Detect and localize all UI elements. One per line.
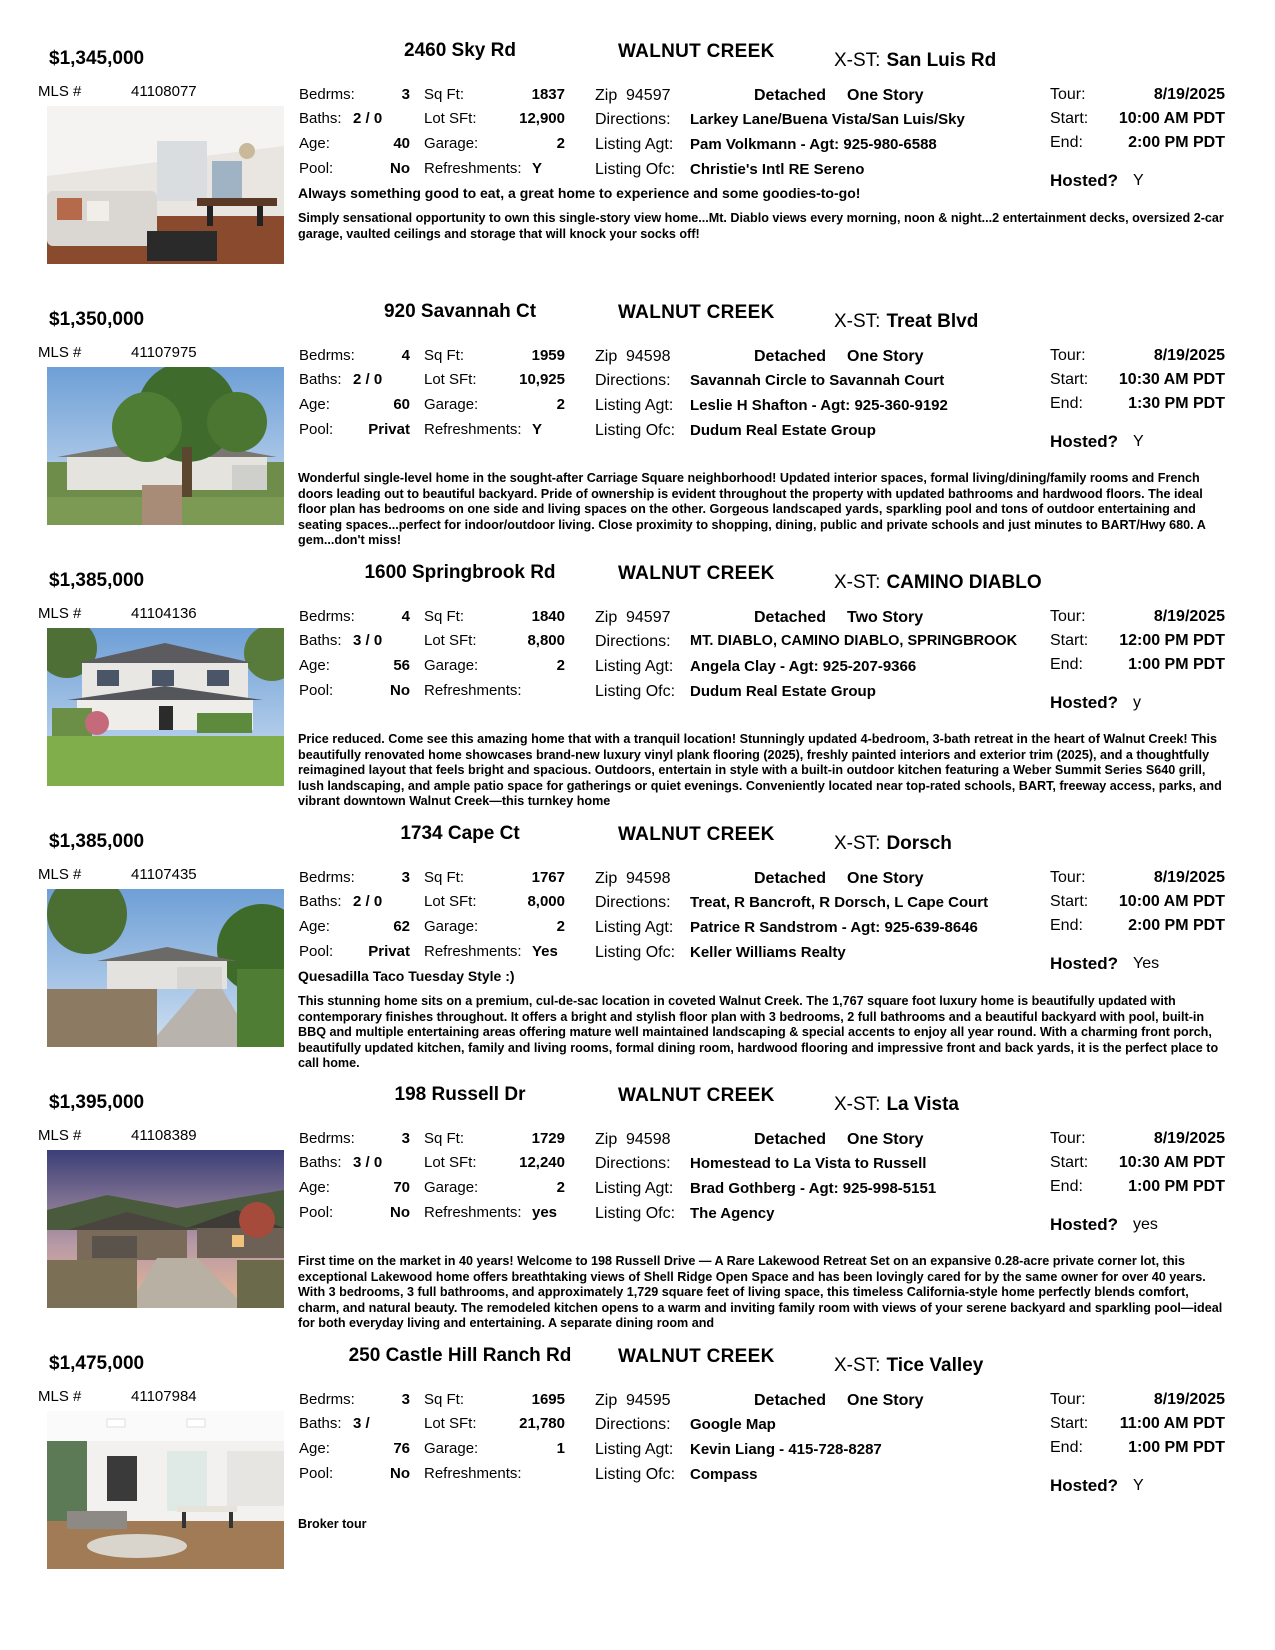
mls-label: MLS #: [38, 605, 82, 622]
pool-value: No: [390, 682, 410, 699]
property-type: Detached: [754, 87, 827, 104]
mls-label: MLS #: [38, 344, 82, 361]
bedrms-label: Bedrms:: [299, 347, 355, 364]
office-value: The Agency: [690, 1205, 775, 1222]
pool-label: Pool:: [299, 1204, 334, 1221]
tour-label: Tour:: [1050, 608, 1086, 625]
garage-value: 2: [556, 1179, 565, 1196]
cross-street-value: La Vista: [886, 1094, 959, 1115]
bedrms-value: 3: [401, 1391, 410, 1408]
directions-value: Google Map: [690, 1416, 776, 1433]
end-label: End:: [1050, 134, 1083, 151]
sqft-label: Sq Ft:: [424, 869, 465, 886]
baths-label: Baths:: [299, 632, 342, 649]
directions-value: Treat, R Bancroft, R Dorsch, L Cape Court: [690, 894, 989, 911]
refreshments-label: Refreshments:: [424, 682, 522, 699]
end-time: 2:00 PM PDT: [1128, 917, 1225, 934]
tour-label: Tour:: [1050, 347, 1086, 364]
sqft-label: Sq Ft:: [424, 347, 465, 364]
listing-card: [0, 1074, 1275, 1334]
stories: One Story: [847, 348, 924, 365]
zip-value: 94597: [626, 87, 671, 104]
directions-value: Homestead to La Vista to Russell: [690, 1155, 927, 1172]
start-label: Start:: [1050, 1154, 1089, 1171]
bedrms-value: 3: [401, 1130, 410, 1147]
agent-label: Listing Agt:: [595, 397, 674, 414]
hosted-value: yes: [1133, 1216, 1158, 1233]
listing-city: WALNUT CREEK: [618, 41, 775, 62]
zip-value: 94598: [626, 348, 671, 365]
office-label: Listing Ofc:: [595, 944, 676, 961]
baths-value: 3 / 0: [353, 632, 383, 649]
listing-price: $1,385,000: [49, 570, 145, 591]
baths-value: 3 / 0: [353, 1154, 383, 1171]
mls-number: 41108077: [131, 83, 197, 100]
mls-number: 41107435: [131, 866, 197, 883]
zip-value: 94598: [626, 1131, 671, 1148]
refreshments-value: yes: [532, 1204, 558, 1221]
cross-street: [834, 833, 952, 855]
age-label: Age:: [299, 1179, 330, 1196]
listing-city: WALNUT CREEK: [618, 824, 775, 845]
office-label: Listing Ofc:: [595, 422, 676, 439]
start-label: Start:: [1050, 632, 1089, 649]
end-label: End:: [1050, 395, 1083, 412]
hosted-label: Hosted?: [1050, 693, 1118, 712]
cross-street-label: X-ST:: [834, 50, 881, 71]
tour-date: 8/19/2025: [1153, 869, 1225, 886]
agent-value: Angela Clay - Agt: 925-207-9366: [690, 658, 917, 675]
property-type: Detached: [754, 1131, 827, 1148]
tour-date: 8/19/2025: [1153, 608, 1225, 625]
listing-tagline: Quesadilla Taco Tuesday Style :): [298, 968, 515, 984]
bedrms-value: 3: [401, 86, 410, 103]
lot-label: Lot SFt:: [424, 632, 477, 649]
garage-label: Garage:: [424, 657, 479, 674]
zip-value: 94595: [626, 1392, 671, 1409]
lot-label: Lot SFt:: [424, 110, 477, 127]
listing-price: $1,395,000: [49, 1092, 145, 1113]
age-label: Age:: [299, 657, 330, 674]
photo-interior-open: [47, 1411, 284, 1569]
garage-value: 2: [556, 918, 565, 935]
age-value: 60: [393, 396, 410, 413]
garage-label: Garage:: [424, 135, 479, 152]
listing-card: [0, 291, 1275, 551]
office-value: Keller Williams Realty: [690, 944, 846, 961]
stories: Two Story: [847, 609, 924, 626]
pool-label: Pool:: [299, 1465, 334, 1482]
directions-label: Directions:: [595, 372, 671, 389]
zip-label: Zip: [595, 87, 618, 104]
bedrms-value: 4: [401, 347, 410, 364]
refreshments-label: Refreshments:: [424, 160, 522, 177]
listing-photo[interactable]: [47, 367, 284, 525]
baths-label: Baths:: [299, 371, 342, 388]
cross-street-value: Tice Valley: [886, 1355, 984, 1376]
pool-value: No: [390, 1204, 410, 1221]
hosted-label: Hosted?: [1050, 1215, 1118, 1234]
property-type: Detached: [754, 609, 827, 626]
pool-label: Pool:: [299, 943, 334, 960]
baths-value: 2 / 0: [353, 893, 383, 910]
start-label: Start:: [1050, 371, 1089, 388]
age-value: 70: [393, 1179, 410, 1196]
bedrms-label: Bedrms:: [299, 86, 355, 103]
tour-date: 8/19/2025: [1153, 1391, 1225, 1408]
garage-value: 2: [556, 135, 565, 152]
sqft-value: 1695: [531, 1391, 565, 1408]
pool-value: Privat: [368, 421, 410, 438]
tour-label: Tour:: [1050, 1130, 1086, 1147]
zip-label: Zip: [595, 1131, 618, 1148]
baths-label: Baths:: [299, 893, 342, 910]
start-time: 10:30 AM PDT: [1118, 371, 1225, 388]
start-label: Start:: [1050, 893, 1089, 910]
stories: One Story: [847, 870, 924, 887]
garage-label: Garage:: [424, 918, 479, 935]
listing-description: This stunning home sits on a premium, cul-de-sac location in coveted Walnut Creek. The 1,767 square foot luxury home is beautifully updated with contemporary finishes throughout. It offers a bright and stylish floor plan with 3 bedrooms, 2 full bathrooms and a beautiful backyard with pool, built-in BBQ and multiple entertaining areas offering mature well maintained landscaping & special accents to enjoy all year round. With a charming front porch, beautifully updated kitchen, family and living rooms, formal dining room, hardwood flooring and impressive front and back yards, it is the perfect place to call home.: [298, 994, 1219, 1071]
cross-street: [834, 1094, 959, 1116]
office-label: Listing Ofc:: [595, 161, 676, 178]
cross-street-label: X-ST:: [834, 1094, 881, 1115]
photo-exterior-tree: [47, 367, 284, 525]
refreshments-label: Refreshments:: [424, 1204, 522, 1221]
end-label: End:: [1050, 1178, 1083, 1195]
baths-label: Baths:: [299, 1415, 342, 1432]
listing-photo[interactable]: [47, 1150, 284, 1308]
directions-value: Savannah Circle to Savannah Court: [690, 372, 945, 389]
hosted-value: Yes: [1133, 955, 1160, 972]
tour-date: 8/19/2025: [1153, 1130, 1225, 1147]
directions-label: Directions:: [595, 633, 671, 650]
listing-description: Price reduced. Come see this amazing home that with a tranquil location! Stunningly updated 4-bedroom, 3-bath retreat in the heart of Walnut Creek! This beautifully renovated home showcases brand-new luxury vinyl plank flooring (2025), freshly painted interiors and exterior trim (2025), and a thoughtfully reimagined layout that feels bright and spacious. Outdoors, entertain in style with a built-in outdoor kitchen featuring a Weber Summit Series S640 grill, lush landscaping, and ample patio space for gatherings or quiet evenings. Conveniently located near top-rated schools, BART, freeway access, parks, and vibrant downtown Walnut Creek—this turnkey home: [298, 732, 1222, 809]
age-label: Age:: [299, 1440, 330, 1457]
cross-street-label: X-ST:: [834, 572, 881, 593]
age-value: 56: [393, 657, 410, 674]
listing-photo[interactable]: [47, 889, 284, 1047]
zip-value: 94598: [626, 870, 671, 887]
agent-label: Listing Agt:: [595, 136, 674, 153]
agent-value: Brad Gothberg - Agt: 925-998-5151: [690, 1180, 937, 1197]
baths-label: Baths:: [299, 110, 342, 127]
bedrms-label: Bedrms:: [299, 608, 355, 625]
agent-label: Listing Agt:: [595, 1180, 674, 1197]
sqft-value: 1767: [531, 869, 565, 886]
cross-street-value: San Luis Rd: [886, 50, 997, 71]
lot-value: 10,925: [519, 371, 565, 388]
listing-photo[interactable]: [47, 106, 284, 264]
age-label: Age:: [299, 135, 330, 152]
directions-label: Directions:: [595, 894, 671, 911]
office-value: Dudum Real Estate Group: [690, 683, 876, 700]
end-time: 2:00 PM PDT: [1128, 134, 1225, 151]
garage-value: 1: [556, 1440, 565, 1457]
sqft-value: 1840: [531, 608, 565, 625]
age-label: Age:: [299, 918, 330, 935]
end-label: End:: [1050, 656, 1083, 673]
hosted-label: Hosted?: [1050, 1476, 1118, 1495]
sqft-label: Sq Ft:: [424, 608, 465, 625]
mls-number: 41108389: [131, 1127, 197, 1144]
zip-label: Zip: [595, 1392, 618, 1409]
listing-card: [0, 813, 1275, 1073]
pool-label: Pool:: [299, 421, 334, 438]
start-time: 12:00 PM PDT: [1119, 632, 1225, 649]
bedrms-label: Bedrms:: [299, 869, 355, 886]
mls-number: 41104136: [131, 605, 197, 622]
listing-address: 920 Savannah Ct: [383, 301, 537, 322]
refreshments-value: Y: [532, 421, 543, 438]
agent-value: Pam Volkmann - Agt: 925-980-6588: [690, 136, 937, 153]
garage-label: Garage:: [424, 396, 479, 413]
end-label: End:: [1050, 1439, 1083, 1456]
sqft-value: 1837: [531, 86, 565, 103]
lot-value: 8,000: [527, 893, 565, 910]
mls-label: MLS #: [38, 866, 82, 883]
bedrms-value: 4: [401, 608, 410, 625]
photo-interior-living: [47, 106, 284, 264]
age-value: 76: [393, 1440, 410, 1457]
stories: One Story: [847, 87, 924, 104]
directions-label: Directions:: [595, 111, 671, 128]
office-label: Listing Ofc:: [595, 1205, 676, 1222]
end-time: 1:00 PM PDT: [1128, 656, 1225, 673]
bedrms-label: Bedrms:: [299, 1391, 355, 1408]
age-label: Age:: [299, 396, 330, 413]
start-time: 10:00 AM PDT: [1118, 110, 1225, 127]
baths-value: 2 / 0: [353, 371, 383, 388]
lot-label: Lot SFt:: [424, 893, 477, 910]
sqft-value: 1959: [531, 347, 565, 364]
bedrms-value: 3: [401, 869, 410, 886]
directions-value: Larkey Lane/Buena Vista/San Luis/Sky: [690, 111, 965, 128]
pool-value: Privat: [368, 943, 410, 960]
sqft-value: 1729: [531, 1130, 565, 1147]
office-label: Listing Ofc:: [595, 1466, 676, 1483]
cross-street-value: Dorsch: [886, 833, 952, 854]
listing-address: 2460 Sky Rd: [404, 40, 516, 61]
garage-value: 2: [556, 396, 565, 413]
garage-label: Garage:: [424, 1179, 479, 1196]
hosted-label: Hosted?: [1050, 432, 1118, 451]
refreshments-value: Y: [532, 160, 543, 177]
end-time: 1:00 PM PDT: [1128, 1178, 1225, 1195]
lot-value: 12,900: [519, 110, 565, 127]
pool-value: No: [390, 160, 410, 177]
office-value: Dudum Real Estate Group: [690, 422, 876, 439]
cross-street-value: Treat Blvd: [886, 311, 979, 332]
listing-photo[interactable]: [47, 628, 284, 786]
hosted-label: Hosted?: [1050, 171, 1118, 190]
agent-label: Listing Agt:: [595, 658, 674, 675]
bedrms-label: Bedrms:: [299, 1130, 355, 1147]
refreshments-label: Refreshments:: [424, 1465, 522, 1482]
hosted-value: Y: [1133, 1477, 1144, 1494]
agent-label: Listing Agt:: [595, 919, 674, 936]
lot-value: 12,240: [519, 1154, 565, 1171]
cross-street: [834, 50, 996, 72]
start-time: 10:30 AM PDT: [1118, 1154, 1225, 1171]
cross-street: [834, 1355, 983, 1377]
cross-street-label: X-ST:: [834, 1355, 881, 1376]
listing-address: 1734 Cape Ct: [400, 823, 520, 844]
directions-value: MT. DIABLO, CAMINO DIABLO, SPRINGBROOK: [690, 633, 1018, 649]
stories: One Story: [847, 1392, 924, 1409]
sqft-label: Sq Ft:: [424, 1391, 465, 1408]
property-type: Detached: [754, 348, 827, 365]
cross-street: [834, 572, 1042, 594]
listing-tagline: Always something good to eat, a great home to experience and some goodies-to-go!: [298, 185, 861, 201]
listing-address: 1600 Springbrook Rd: [364, 562, 556, 583]
cross-street-value: CAMINO DIABLO: [886, 572, 1042, 593]
zip-label: Zip: [595, 348, 618, 365]
agent-value: Kevin Liang - 415-728-8287: [690, 1441, 882, 1458]
mls-number: 41107984: [131, 1388, 197, 1405]
tour-label: Tour:: [1050, 1391, 1086, 1408]
pool-label: Pool:: [299, 682, 334, 699]
lot-label: Lot SFt:: [424, 371, 477, 388]
lot-label: Lot SFt:: [424, 1415, 477, 1432]
start-time: 10:00 AM PDT: [1118, 893, 1225, 910]
agent-label: Listing Agt:: [595, 1441, 674, 1458]
tour-date: 8/19/2025: [1153, 86, 1225, 103]
age-value: 62: [393, 918, 410, 935]
hosted-value: Y: [1133, 433, 1144, 450]
zip-value: 94597: [626, 609, 671, 626]
listing-price: $1,350,000: [49, 309, 145, 330]
listing-photo[interactable]: [47, 1411, 284, 1569]
zip-label: Zip: [595, 870, 618, 887]
listing-card: [0, 30, 1275, 290]
listing-price: $1,385,000: [49, 831, 145, 852]
start-label: Start:: [1050, 1415, 1089, 1432]
property-type: Detached: [754, 870, 827, 887]
pool-label: Pool:: [299, 160, 334, 177]
zip-label: Zip: [595, 609, 618, 626]
directions-label: Directions:: [595, 1416, 671, 1433]
agent-value: Patrice R Sandstrom - Agt: 925-639-8646: [690, 919, 978, 936]
listing-city: WALNUT CREEK: [618, 302, 775, 323]
sqft-label: Sq Ft:: [424, 1130, 465, 1147]
baths-value: 2 / 0: [353, 110, 383, 127]
mls-label: MLS #: [38, 83, 82, 100]
listing-description: Simply sensational opportunity to own this single-story view home...Mt. Diablo views every morning, noon & night...2 entertainment decks, oversized 2-car garage, vaulted ceilings and storage that will knock your socks off!: [298, 211, 1224, 241]
office-value: Christie's Intl RE Sereno: [690, 161, 865, 178]
listing-card: [0, 552, 1275, 812]
cross-street: [834, 311, 978, 333]
directions-label: Directions:: [595, 1155, 671, 1172]
office-value: Compass: [690, 1466, 758, 1483]
listing-card: [0, 1335, 1275, 1595]
lot-value: 8,800: [527, 632, 565, 649]
end-time: 1:30 PM PDT: [1128, 395, 1225, 412]
garage-label: Garage:: [424, 1440, 479, 1457]
refreshments-label: Refreshments:: [424, 943, 522, 960]
listing-city: WALNUT CREEK: [618, 563, 775, 584]
tour-label: Tour:: [1050, 86, 1086, 103]
listing-address: 250 Castle Hill Ranch Rd: [348, 1345, 572, 1366]
tour-label: Tour:: [1050, 869, 1086, 886]
photo-exterior-dusk: [47, 1150, 284, 1308]
mls-label: MLS #: [38, 1388, 82, 1405]
stories: One Story: [847, 1131, 924, 1148]
mls-number: 41107975: [131, 344, 197, 361]
sqft-label: Sq Ft:: [424, 86, 465, 103]
listing-price: $1,475,000: [49, 1353, 145, 1374]
start-label: Start:: [1050, 110, 1089, 127]
listing-city: WALNUT CREEK: [618, 1085, 775, 1106]
listing-price: $1,345,000: [49, 48, 145, 69]
listing-city: WALNUT CREEK: [618, 1346, 775, 1367]
baths-value: 3 /: [353, 1415, 370, 1432]
listing-description: Wonderful single-level home in the sought-after Carriage Square neighborhood! Updated interior spaces, formal living/dining/family rooms and French doors leading out to beautiful backyard. Pride of ownership is evident throughout the property with updated bathrooms and hardwood floors. The ideal floor plan has bedrooms on one side and living spaces on the other. Gorgeous landscaped yards, sparkling pool and tons of outdoor entertaining and seating spaces...perfect for indoor/outdoor living. Close proximity to shopping, dining, public and private schools and just minutes to BART/Hwy 680. A gem...don't miss!: [298, 471, 1206, 548]
hosted-label: Hosted?: [1050, 954, 1118, 973]
cross-street-label: X-ST:: [834, 833, 881, 854]
age-value: 40: [393, 135, 410, 152]
hosted-value: Y: [1133, 172, 1144, 189]
refreshments-value: Yes: [532, 943, 558, 960]
baths-label: Baths:: [299, 1154, 342, 1171]
lot-value: 21,780: [519, 1415, 565, 1432]
listing-description: Broker tour: [298, 1517, 367, 1531]
photo-exterior-two-story: [47, 628, 284, 786]
start-time: 11:00 AM PDT: [1119, 1415, 1225, 1432]
agent-value: Leslie H Shafton - Agt: 925-360-9192: [690, 397, 948, 414]
pool-value: No: [390, 1465, 410, 1482]
end-time: 1:00 PM PDT: [1128, 1439, 1225, 1456]
tour-date: 8/19/2025: [1153, 347, 1225, 364]
listing-description: First time on the market in 40 years! Welcome to 198 Russell Drive — A Rare Lakewood Retreat Set on an expansive 0.28-acre private corner lot, this exceptional Lakewood home offers breathtaking views of Shell Ridge Open Space and has been lovingly cared for by the same owner for over 40 years. With 3 bedrooms, 3 full bathrooms, and approximately 1,729 square feet of living space, this timeless California-style home perfectly blends comfort, charm, and natural beauty. The remodeled kitchen opens to a warm and inviting family room with views of your serene backyard and sparkling pool—ideal for both everyday living and entertaining. A separate dining room and: [298, 1254, 1223, 1331]
end-label: End:: [1050, 917, 1083, 934]
cross-street-label: X-ST:: [834, 311, 881, 332]
office-label: Listing Ofc:: [595, 683, 676, 700]
mls-label: MLS #: [38, 1127, 82, 1144]
refreshments-label: Refreshments:: [424, 421, 522, 438]
listing-address: 198 Russell Dr: [394, 1084, 526, 1105]
garage-value: 2: [556, 657, 565, 674]
lot-label: Lot SFt:: [424, 1154, 477, 1171]
property-type: Detached: [754, 1392, 827, 1409]
photo-exterior-driveway: [47, 889, 284, 1047]
hosted-value: y: [1133, 694, 1141, 711]
